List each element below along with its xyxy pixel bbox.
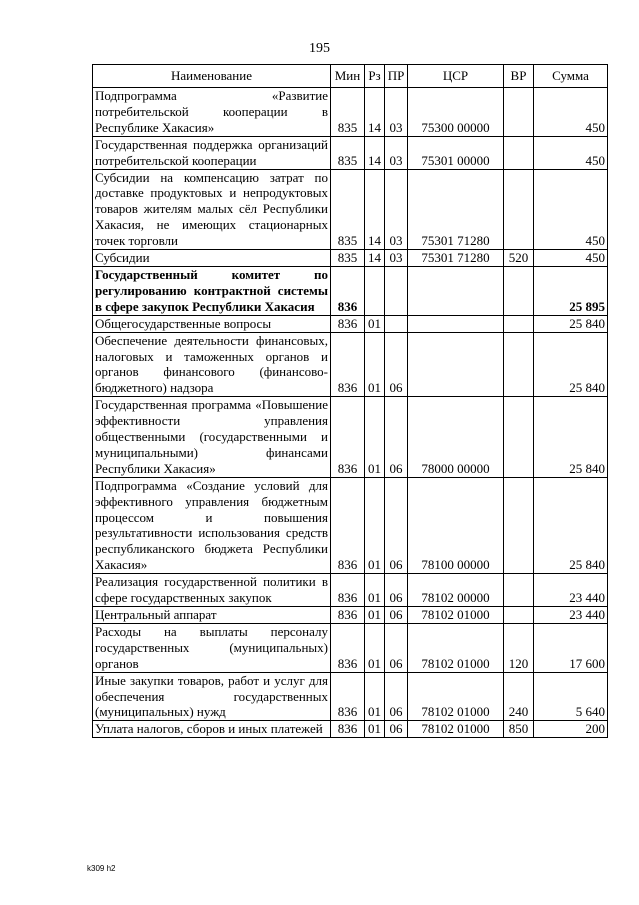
table-row: [93, 136, 608, 169]
row-csr: 75301 00000: [408, 136, 504, 169]
row-vr: [504, 332, 534, 397]
row-min: 836: [331, 672, 365, 721]
footer-code: k309 h2: [87, 864, 116, 873]
table-row: [93, 672, 608, 721]
page-number: 195: [309, 41, 330, 56]
row-pr: [385, 266, 408, 315]
row-min: 836: [331, 266, 365, 315]
row-csr: 78102 01000: [408, 623, 504, 672]
row-name: Общегосударственные вопросы: [93, 315, 331, 332]
row-name: Обеспечение деятельности финансовых, налоговых и таможенных органов и органов финансового (финансово-бюджетного) надзора: [93, 332, 331, 397]
column-header-min: Мин: [331, 65, 365, 88]
row-pr: 03: [385, 136, 408, 169]
row-rz: 01: [365, 721, 385, 738]
row-name: Подпрограмма «Развитие потребительской кооперации в Республике Хакасия»: [93, 88, 331, 137]
row-rz: 01: [365, 315, 385, 332]
row-vr: 520: [504, 250, 534, 267]
row-name: Расходы на выплаты персоналу государственных (муниципальных) органов: [93, 623, 331, 672]
row-rz: 01: [365, 332, 385, 397]
row-vr: [504, 88, 534, 137]
row-sum: 5 640: [534, 672, 608, 721]
row-min: 836: [331, 397, 365, 478]
table-row: [93, 623, 608, 672]
row-rz: 01: [365, 672, 385, 721]
row-min: 836: [331, 477, 365, 573]
row-name: Государственный комитет по регулированию контрактной системы в сфере закупок Республики Хакасия: [93, 266, 331, 315]
row-name: Государственная программа «Повышение эффективности управления общественными (государственными и муниципальными) финансами Республики Хакасия»: [93, 397, 331, 478]
table-row: [93, 477, 608, 573]
row-rz: 14: [365, 169, 385, 250]
row-name: Иные закупки товаров, работ и услуг для обеспечения государственных (муниципальных) нужд: [93, 672, 331, 721]
row-rz: 14: [365, 88, 385, 137]
column-header-vr: ВР: [504, 65, 534, 88]
row-min: 835: [331, 250, 365, 267]
table-row: [93, 250, 608, 267]
row-vr: [504, 397, 534, 478]
row-sum: 25 840: [534, 477, 608, 573]
row-rz: 01: [365, 623, 385, 672]
row-csr: 78102 01000: [408, 672, 504, 721]
row-min: 835: [331, 136, 365, 169]
row-name: Подпрограмма «Создание условий для эффективного управления бюджетным процессом и повышения результативности использования средств республиканского бюджета Республики Хакасия»: [93, 477, 331, 573]
row-min: 836: [331, 332, 365, 397]
row-rz: 01: [365, 477, 385, 573]
header-row: [93, 65, 608, 88]
row-vr: 240: [504, 672, 534, 721]
row-pr: 06: [385, 721, 408, 738]
row-vr: [504, 477, 534, 573]
row-pr: 03: [385, 88, 408, 137]
row-vr: [504, 169, 534, 250]
column-header-rz: Рз: [365, 65, 385, 88]
row-rz: 14: [365, 136, 385, 169]
row-csr: 78102 00000: [408, 574, 504, 607]
row-vr: [504, 315, 534, 332]
table-row: [93, 332, 608, 397]
row-min: 836: [331, 574, 365, 607]
row-sum: 25 840: [534, 315, 608, 332]
row-min: 836: [331, 315, 365, 332]
row-pr: 06: [385, 672, 408, 721]
row-vr: [504, 136, 534, 169]
table-row: [93, 574, 608, 607]
row-pr: 06: [385, 397, 408, 478]
row-pr: 03: [385, 169, 408, 250]
row-pr: 06: [385, 574, 408, 607]
table-row: [93, 266, 608, 315]
row-csr: [408, 332, 504, 397]
row-sum: 25 840: [534, 397, 608, 478]
column-header-csr: ЦСР: [408, 65, 504, 88]
row-min: 836: [331, 721, 365, 738]
row-pr: 06: [385, 332, 408, 397]
row-vr: [504, 607, 534, 624]
row-pr: 06: [385, 607, 408, 624]
row-name: Уплата налогов, сборов и иных платежей: [93, 721, 331, 738]
table-row: [93, 397, 608, 478]
row-vr: 120: [504, 623, 534, 672]
row-sum: 23 440: [534, 607, 608, 624]
row-vr: [504, 574, 534, 607]
row-csr: 78100 00000: [408, 477, 504, 573]
table-row: [93, 607, 608, 624]
row-csr: 78102 01000: [408, 721, 504, 738]
row-min: 835: [331, 88, 365, 137]
row-min: 836: [331, 623, 365, 672]
table-row: [93, 88, 608, 137]
column-header-name: Наименование: [93, 65, 331, 88]
row-csr: 75300 00000: [408, 88, 504, 137]
row-csr: 78102 01000: [408, 607, 504, 624]
row-sum: 23 440: [534, 574, 608, 607]
row-sum: 450: [534, 250, 608, 267]
row-vr: [504, 266, 534, 315]
row-sum: 450: [534, 136, 608, 169]
row-csr: 75301 71280: [408, 250, 504, 267]
column-header-pr: ПР: [385, 65, 408, 88]
row-sum: 450: [534, 88, 608, 137]
row-min: 835: [331, 169, 365, 250]
budget-table: [92, 64, 608, 738]
row-name: Субсидии: [93, 250, 331, 267]
table-row: [93, 315, 608, 332]
row-csr: [408, 266, 504, 315]
row-vr: 850: [504, 721, 534, 738]
row-sum: 200: [534, 721, 608, 738]
row-rz: 01: [365, 607, 385, 624]
row-name: Центральный аппарат: [93, 607, 331, 624]
row-csr: 75301 71280: [408, 169, 504, 250]
row-sum: 17 600: [534, 623, 608, 672]
row-rz: [365, 266, 385, 315]
row-pr: 03: [385, 250, 408, 267]
row-csr: [408, 315, 504, 332]
row-sum: 25 840: [534, 332, 608, 397]
row-pr: 06: [385, 623, 408, 672]
row-pr: [385, 315, 408, 332]
row-name: Государственная поддержка организаций потребительской кооперации: [93, 136, 331, 169]
row-sum: 25 895: [534, 266, 608, 315]
row-rz: 14: [365, 250, 385, 267]
column-header-sum: Сумма: [534, 65, 608, 88]
row-sum: 450: [534, 169, 608, 250]
row-csr: 78000 00000: [408, 397, 504, 478]
row-pr: 06: [385, 477, 408, 573]
table-row: [93, 721, 608, 738]
row-min: 836: [331, 607, 365, 624]
row-rz: 01: [365, 397, 385, 478]
row-name: Субсидии на компенсацию затрат по доставке продуктовых и непродуктовых товаров жителям малых сёл Республики Хакасия, не имеющих стационарных точек торговли: [93, 169, 331, 250]
table-row: [93, 169, 608, 250]
row-name: Реализация государственной политики в сфере государственных закупок: [93, 574, 331, 607]
row-rz: 01: [365, 574, 385, 607]
